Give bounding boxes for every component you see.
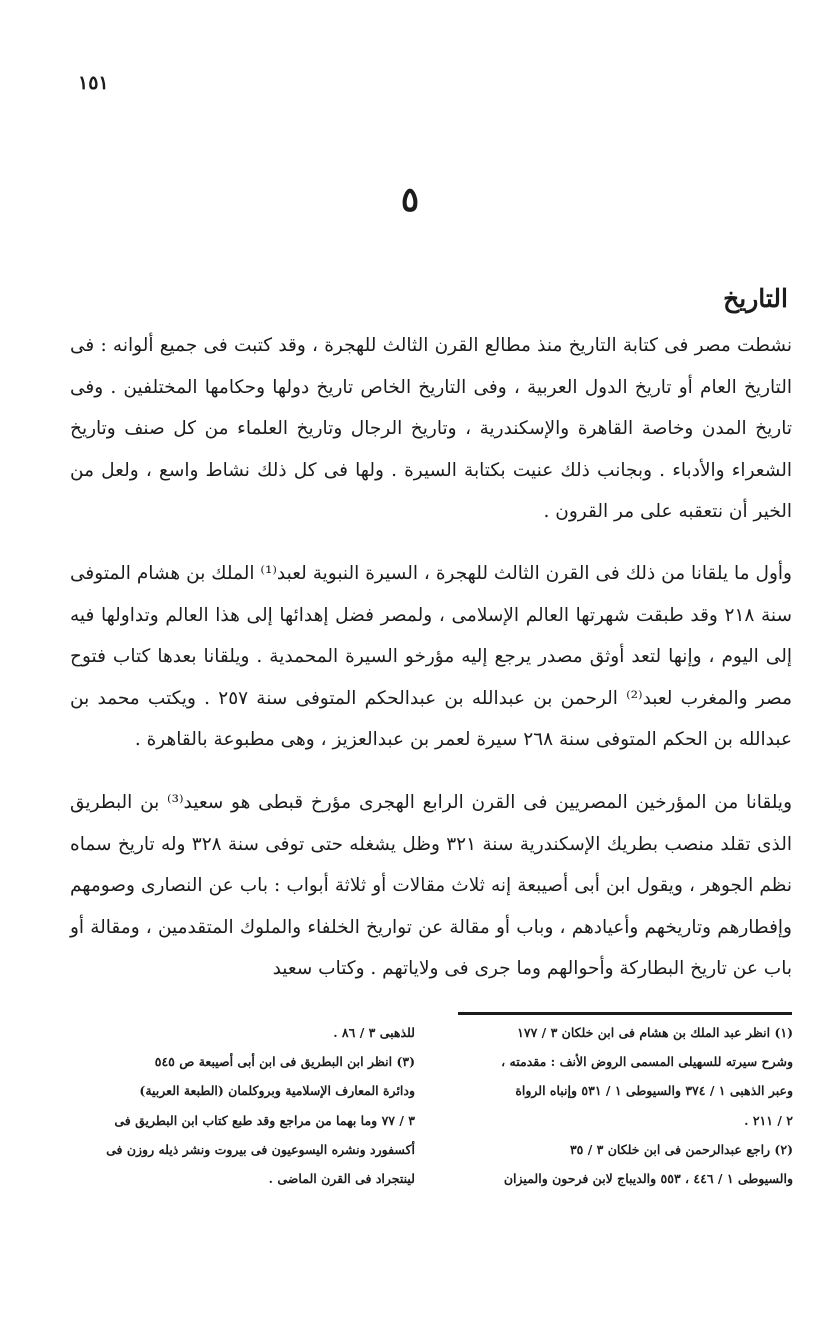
- paragraph-2: وأول ما يلقانا من ذلك فى القرن الثالث للهجرة ، السيرة النبوية لعبد⁽¹⁾ الملك بن هشام المتوفى سنة ٢١٨ وقد طبقت شهرتها العالم الإسلامى ، ولمصر فضل إهدائها إلى هذا العالم وتداولها فيه إلى اليوم ، وإنها لتعد أوثق مصدر يرجع إليه مؤرخو السيرة المحمدية . ويلقانا بعدها كتاب فتوح مصر والمغرب لعبد⁽²⁾ الرحمن بن عبدالله بن عبدالحكم المتوفى سنة ٢٥٧ . ويكتب محمد بن عبدالله بن الحكم المتوفى سنة ٢٦٨ سيرة لعمر بن عبدالعزيز ، وهى مطبوعة بالقاهرة .: [70, 563, 792, 750]
- footnote-line: ٢ / ٢١١ .: [744, 1112, 793, 1128]
- footnote-line: (٢) راجع عبدالرحمن فى ابن خلكان ٣ / ٣٥: [569, 1141, 793, 1157]
- footnotes-right-column: [448, 1018, 793, 1193]
- footnote-line: والسيوطى ١ / ٤٤٦ ، ٥٥٣ والديباج لابن فرحون والميزان: [503, 1171, 793, 1187]
- paragraph-3: ويلقانا من المؤرخين المصريين فى القرن الرابع الهجرى مؤرخ قبطى هو سعيد⁽³⁾ بن البطريق الذى تقلد منصب بطريك الإسكندرية سنة ٣٢١ وظل يشغله حتى توفى سنة ٣٢٨ وله تاريخ سماه نظم الجوهر ، ويقول ابن أبى أصيبعة إنه ثلاث مقالات أو ثلاثة أبواب : باب عن النصارى وصومهم وإفطارهم وتاريخهم وأعيادهم ، وباب أو مقالة عن تواريخ الخلفاء والملوك المتقدمين ، ومقالة أو باب عن تاريخ البطاركة وأحوالهم وما جرى فى ولاياتهم . وكتاب سعيد: [70, 792, 792, 979]
- footnote-divider: [458, 1012, 792, 1015]
- footnote-line: ٣ / ٧٧ وما بهما من مراجع وقد طبع كتاب ابن البطريق فى: [114, 1112, 415, 1128]
- footnotes-left-column: [70, 1018, 415, 1193]
- paragraph-1: نشطت مصر فى كتابة التاريخ منذ مطالع القرن الثالث للهجرة ، وقد كتبت فى جميع ألوانه : فى التاريخ العام أو تاريخ الدول العربية ، وفى التاريخ الخاص تاريخ دولها وحكامها المختلفين . وفى تاريخ المدن وخاصة القاهرة والإسكندرية ، وتاريخ الرجال وتاريخ العلماء من كل صنف وتاريخ الشعراء والأدباء . وبجانب ذلك عنيت بكتابة السيرة . ولها فى كل ذلك نشاط واسع ، ولعل من الخير أن نتعقبه على مر القرون .: [70, 335, 792, 522]
- footnote-line: للذهبى ٣ / ٨٦ .: [333, 1025, 415, 1040]
- footnote-line: (٣) انظر ابن البطريق فى ابن أبى أصيبعة ص ٥٤٥: [154, 1054, 415, 1070]
- footnote-line: وشرح سيرته للسهيلى المسمى الروض الأنف : مقدمته ،: [501, 1054, 793, 1070]
- footnote-line: لينتجراد فى القرن الماضى .: [268, 1171, 415, 1187]
- section-title: التاريخ: [723, 284, 788, 313]
- page-number: ١٥١: [78, 72, 109, 94]
- footnote-line: ودائرة المعارف الإسلامية وبروكلمان (الطبعة العربية): [139, 1083, 415, 1099]
- chapter-number: ٥: [400, 180, 420, 220]
- footnote-line: وعبر الذهبى ١ / ٣٧٤ والسيوطى ١ / ٥٣١ وإنباه الرواة: [515, 1083, 793, 1099]
- footnote-line: (١) انظر عبد الملك بن هشام فى ابن خلكان ٣ / ١٧٧: [517, 1025, 793, 1040]
- footnote-line: أكسفورد ونشره اليسوعيون فى بيروت ونشر ذيله روزن فى: [106, 1141, 415, 1157]
